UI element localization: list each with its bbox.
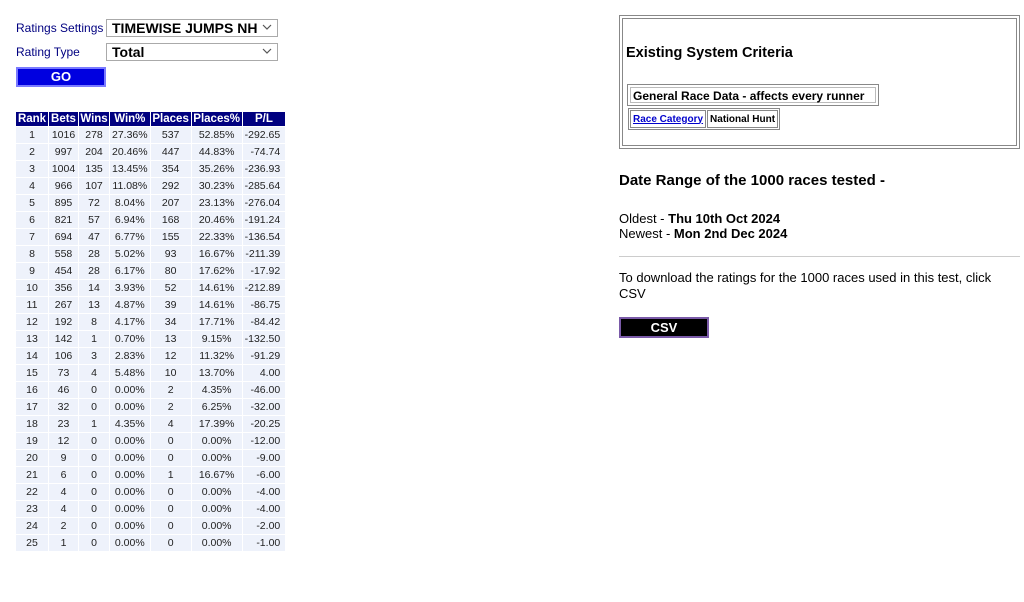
cell-wins: 0	[79, 433, 109, 449]
cell-rank: 12	[16, 314, 48, 330]
cell-places: 34	[151, 314, 191, 330]
cell-wins: 4	[79, 365, 109, 381]
cell-win-pct: 0.00%	[110, 518, 150, 534]
cell-wins: 204	[79, 144, 109, 160]
cell-places: 537	[151, 127, 191, 143]
cell-places: 2	[151, 399, 191, 415]
cell-win-pct: 0.00%	[110, 467, 150, 483]
cell-win-pct: 2.83%	[110, 348, 150, 364]
cell-bets: 1016	[49, 127, 78, 143]
table-row	[16, 297, 285, 313]
cell-win-pct: 0.00%	[110, 433, 150, 449]
cell-places: 168	[151, 212, 191, 228]
general-race-data-label: General Race Data - affects every runner	[630, 87, 876, 103]
cell-pl: -132.50	[243, 331, 286, 347]
cell-rank: 22	[16, 484, 48, 500]
cell-wins: 0	[79, 535, 109, 551]
cell-places: 10	[151, 365, 191, 381]
cell-bets: 142	[49, 331, 78, 347]
cell-pl: -2.00	[243, 518, 286, 534]
cell-bets: 356	[49, 280, 78, 296]
cell-wins: 28	[79, 263, 109, 279]
cell-places: 0	[151, 450, 191, 466]
table-row	[16, 450, 285, 466]
cell-bets: 558	[49, 246, 78, 262]
cell-rank: 17	[16, 399, 48, 415]
cell-places-pct: 13.70%	[192, 365, 242, 381]
table-row	[16, 161, 285, 177]
cell-places: 0	[151, 518, 191, 534]
cell-wins: 3	[79, 348, 109, 364]
cell-pl: -136.54	[243, 229, 286, 245]
cell-win-pct: 8.04%	[110, 195, 150, 211]
cell-places: 292	[151, 178, 191, 194]
cell-wins: 0	[79, 467, 109, 483]
cell-wins: 1	[79, 416, 109, 432]
cell-places: 0	[151, 535, 191, 551]
cell-win-pct: 13.45%	[112, 163, 148, 175]
col-header-places: Places	[152, 113, 189, 125]
cell-places: 0	[151, 433, 191, 449]
cell-pl: -276.04	[243, 195, 286, 211]
oldest-date-line	[619, 211, 780, 226]
cell-bets: 73	[49, 365, 78, 381]
cell-wins: 47	[79, 229, 109, 245]
cell-wins: 0	[79, 382, 109, 398]
table-row	[16, 229, 285, 245]
rating-type-value: Total	[112, 44, 145, 60]
cell-pl: -84.42	[243, 314, 286, 330]
table-row	[16, 518, 285, 534]
cell-pl: -74.74	[243, 144, 286, 160]
cell-bets: 6	[49, 467, 78, 483]
newest-date-line	[619, 226, 787, 241]
cell-wins: 0	[79, 484, 109, 500]
cell-bets: 192	[49, 314, 78, 330]
cell-rank: 1	[16, 127, 48, 143]
cell-win-pct: 6.17%	[110, 263, 150, 279]
cell-pl: -17.92	[243, 263, 286, 279]
csv-button[interactable]: CSV	[619, 317, 709, 338]
cell-pl: -12.00	[243, 433, 286, 449]
cell-bets: 966	[49, 178, 78, 194]
cell-places: 354	[151, 161, 191, 177]
cell-rank: 6	[16, 212, 48, 228]
cell-rank: 16	[16, 382, 48, 398]
cell-wins: 278	[79, 127, 109, 143]
table-row	[16, 501, 285, 517]
cell-wins: 72	[79, 195, 109, 211]
table-row	[16, 280, 285, 296]
table-row	[16, 416, 285, 432]
table-row	[16, 127, 285, 143]
cell-bets: 454	[49, 263, 78, 279]
cell-pl: -46.00	[243, 382, 286, 398]
cell-wins: 8	[79, 314, 109, 330]
cell-wins: 107	[79, 178, 109, 194]
cell-win-pct: 0.00%	[110, 399, 150, 415]
cell-places-pct: 17.71%	[192, 314, 242, 330]
criteria-title: Existing System Criteria	[626, 45, 793, 61]
cell-places: 13	[151, 331, 191, 347]
cell-bets: 23	[49, 416, 78, 432]
cell-wins: 0	[79, 518, 109, 534]
cell-win-pct: 0.00%	[110, 450, 150, 466]
cell-bets: 267	[49, 297, 78, 313]
cell-wins: 0	[79, 450, 109, 466]
table-row	[16, 178, 285, 194]
table-header-row	[16, 112, 285, 126]
table-row	[16, 195, 285, 211]
cell-pl: 4.00	[243, 365, 286, 381]
table-row	[16, 382, 285, 398]
col-header-rank: Rank	[17, 113, 47, 125]
cell-places: 1	[151, 467, 191, 483]
cell-places: 39	[151, 297, 191, 313]
col-header-places-pct: Places%	[193, 113, 240, 125]
cell-places-pct: 0.00%	[192, 450, 242, 466]
cell-bets: 9	[49, 450, 78, 466]
divider	[619, 256, 1020, 257]
go-button[interactable]: GO	[16, 67, 106, 87]
cell-rank: 20	[16, 450, 48, 466]
newest-label: Newest -	[619, 226, 674, 241]
rating-type-label: Rating Type	[16, 45, 80, 59]
cell-rank: 2	[16, 144, 48, 160]
table-row	[16, 365, 285, 381]
cell-bets: 997	[49, 144, 78, 160]
cell-bets: 12	[49, 433, 78, 449]
cell-places-pct: 0.00%	[192, 484, 242, 500]
cell-pl: -236.93	[243, 161, 286, 177]
cell-pl: -292.65	[243, 127, 286, 143]
table-row	[16, 433, 285, 449]
cell-rank: 5	[16, 195, 48, 211]
cell-pl: -211.39	[243, 246, 286, 262]
cell-bets: 32	[49, 399, 78, 415]
cell-win-pct: 4.87%	[110, 297, 150, 313]
cell-wins: 57	[79, 212, 109, 228]
cell-win-pct: 6.77%	[110, 229, 150, 245]
cell-places: 12	[151, 348, 191, 364]
table-row	[16, 535, 285, 551]
cell-places-pct: 4.35%	[192, 382, 242, 398]
cell-pl: -4.00	[243, 484, 286, 500]
cell-win-pct: 0.00%	[110, 382, 150, 398]
cell-wins: 14	[79, 280, 109, 296]
cell-pl: -4.00	[243, 501, 286, 517]
cell-rank: 25	[16, 535, 48, 551]
download-instructions: To download the ratings for the 1000 races used in this test, click CSV	[619, 270, 992, 301]
cell-rank: 7	[16, 229, 48, 245]
cell-places: 4	[151, 416, 191, 432]
cell-rank: 13	[16, 331, 48, 347]
col-header-pl: P/L	[243, 112, 286, 126]
race-category-table	[628, 108, 780, 130]
cell-places: 207	[151, 195, 191, 211]
cell-win-pct: 0.00%	[110, 535, 150, 551]
cell-win-pct: 4.17%	[110, 314, 150, 330]
cell-win-pct: 20.46%	[112, 146, 148, 158]
table-row	[16, 246, 285, 262]
cell-win-pct: 5.02%	[110, 246, 150, 262]
cell-pl: -86.75	[243, 297, 286, 313]
cell-rank: 15	[16, 365, 48, 381]
chevron-down-icon	[262, 22, 272, 32]
cell-places-pct: 9.15%	[192, 331, 242, 347]
cell-pl: -285.64	[243, 178, 286, 194]
cell-rank: 21	[16, 467, 48, 483]
table-row	[16, 331, 285, 347]
cell-pl: -91.29	[243, 348, 286, 364]
cell-pl: -32.00	[243, 399, 286, 415]
cell-places-pct: 23.13%	[192, 195, 242, 211]
cell-bets: 4	[49, 484, 78, 500]
col-header-bets: Bets	[49, 112, 78, 126]
cell-places-pct: 17.39%	[192, 416, 242, 432]
cell-rank: 24	[16, 518, 48, 534]
newest-date: Mon 2nd Dec 2024	[673, 226, 788, 241]
cell-pl: -6.00	[243, 467, 286, 483]
cell-wins: 1	[79, 331, 109, 347]
race-category-cell[interactable]	[630, 110, 706, 128]
cell-win-pct: 0.00%	[110, 501, 150, 517]
ratings-settings-select[interactable]	[106, 19, 278, 37]
cell-bets: 1	[49, 535, 78, 551]
cell-win-pct: 11.08%	[110, 178, 150, 194]
cell-places-pct: 6.25%	[192, 399, 242, 415]
cell-rank: 4	[16, 178, 48, 194]
cell-wins: 0	[79, 399, 109, 415]
cell-rank: 18	[16, 416, 48, 432]
table-row	[16, 348, 285, 364]
cell-places: 0	[151, 484, 191, 500]
table-row	[16, 212, 285, 228]
table-row	[16, 263, 285, 279]
cell-bets: 106	[49, 348, 78, 364]
table-row	[16, 314, 285, 330]
cell-places-pct: 20.46%	[192, 212, 242, 228]
cell-places-pct: 16.67%	[192, 467, 242, 483]
cell-wins: 135	[79, 161, 109, 177]
cell-rank: 14	[16, 348, 48, 364]
cell-places: 52	[151, 280, 191, 296]
cell-rank: 11	[16, 297, 48, 313]
cell-rank: 9	[16, 263, 48, 279]
cell-bets: 46	[49, 382, 78, 398]
cell-places: 447	[151, 144, 191, 160]
cell-places-pct: 0.00%	[192, 501, 242, 517]
cell-rank: 19	[16, 433, 48, 449]
general-race-data-box	[627, 84, 879, 106]
cell-pl: -212.89	[243, 280, 286, 296]
ratings-settings-label: Ratings Settings	[16, 21, 104, 35]
col-header-win-pct: Win%	[110, 112, 150, 126]
cell-places-pct: 52.85%	[192, 127, 242, 143]
cell-places: 80	[151, 263, 191, 279]
race-category-value: National Hunt	[707, 110, 778, 128]
system-criteria-inner	[622, 18, 1017, 146]
cell-wins: 28	[79, 246, 109, 262]
cell-win-pct: 27.36%	[112, 129, 148, 141]
table-row	[16, 144, 285, 160]
rating-type-select[interactable]	[106, 43, 278, 61]
cell-wins: 0	[79, 501, 109, 517]
oldest-label: Oldest -	[619, 211, 669, 226]
cell-places-pct: 44.83%	[192, 144, 242, 160]
cell-rank: 23	[16, 501, 48, 517]
cell-wins: 13	[79, 297, 109, 313]
cell-win-pct: 0.70%	[110, 331, 150, 347]
cell-places-pct: 11.32%	[192, 348, 242, 364]
cell-places: 0	[151, 501, 191, 517]
cell-win-pct: 5.48%	[110, 365, 150, 381]
cell-places: 93	[151, 246, 191, 262]
cell-places-pct: 17.62%	[192, 263, 242, 279]
system-criteria-panel	[619, 15, 1020, 149]
oldest-date: Thu 10th Oct 2024	[668, 211, 781, 226]
ratings-settings-value: TIMEWISE JUMPS NH	[112, 20, 258, 36]
race-category-link[interactable]: Race Category	[633, 113, 704, 125]
cell-places-pct: 14.61%	[192, 297, 242, 313]
cell-win-pct: 4.35%	[110, 416, 150, 432]
cell-pl: -1.00	[243, 535, 286, 551]
cell-pl: -20.25	[243, 416, 286, 432]
cell-places-pct: 30.23%	[192, 178, 242, 194]
cell-rank: 10	[16, 280, 48, 296]
cell-win-pct: 0.00%	[110, 484, 150, 500]
cell-win-pct: 3.93%	[110, 280, 150, 296]
cell-places-pct: 0.00%	[192, 518, 242, 534]
table-row	[16, 484, 285, 500]
cell-bets: 895	[49, 195, 78, 211]
chevron-down-icon	[262, 46, 272, 56]
cell-bets: 4	[49, 501, 78, 517]
cell-bets: 1004	[49, 161, 78, 177]
cell-places-pct: 14.61%	[192, 280, 242, 296]
cell-pl: -9.00	[243, 450, 286, 466]
cell-bets: 2	[49, 518, 78, 534]
cell-bets: 694	[49, 229, 78, 245]
cell-bets: 821	[49, 212, 78, 228]
cell-win-pct: 6.94%	[110, 212, 150, 228]
date-range-heading: Date Range of the 1000 races tested -	[619, 172, 885, 189]
cell-places-pct: 0.00%	[192, 433, 242, 449]
cell-rank: 3	[16, 161, 48, 177]
cell-rank: 8	[16, 246, 48, 262]
cell-places: 155	[151, 229, 191, 245]
table-row	[16, 467, 285, 483]
col-header-wins: Wins	[80, 113, 108, 125]
cell-pl: -191.24	[243, 212, 286, 228]
table-row	[16, 399, 285, 415]
cell-places-pct: 22.33%	[192, 229, 242, 245]
cell-places: 2	[151, 382, 191, 398]
cell-places-pct: 16.67%	[192, 246, 242, 262]
cell-places-pct: 35.26%	[192, 161, 242, 177]
ratings-table	[15, 111, 286, 552]
cell-places-pct: 0.00%	[192, 535, 242, 551]
